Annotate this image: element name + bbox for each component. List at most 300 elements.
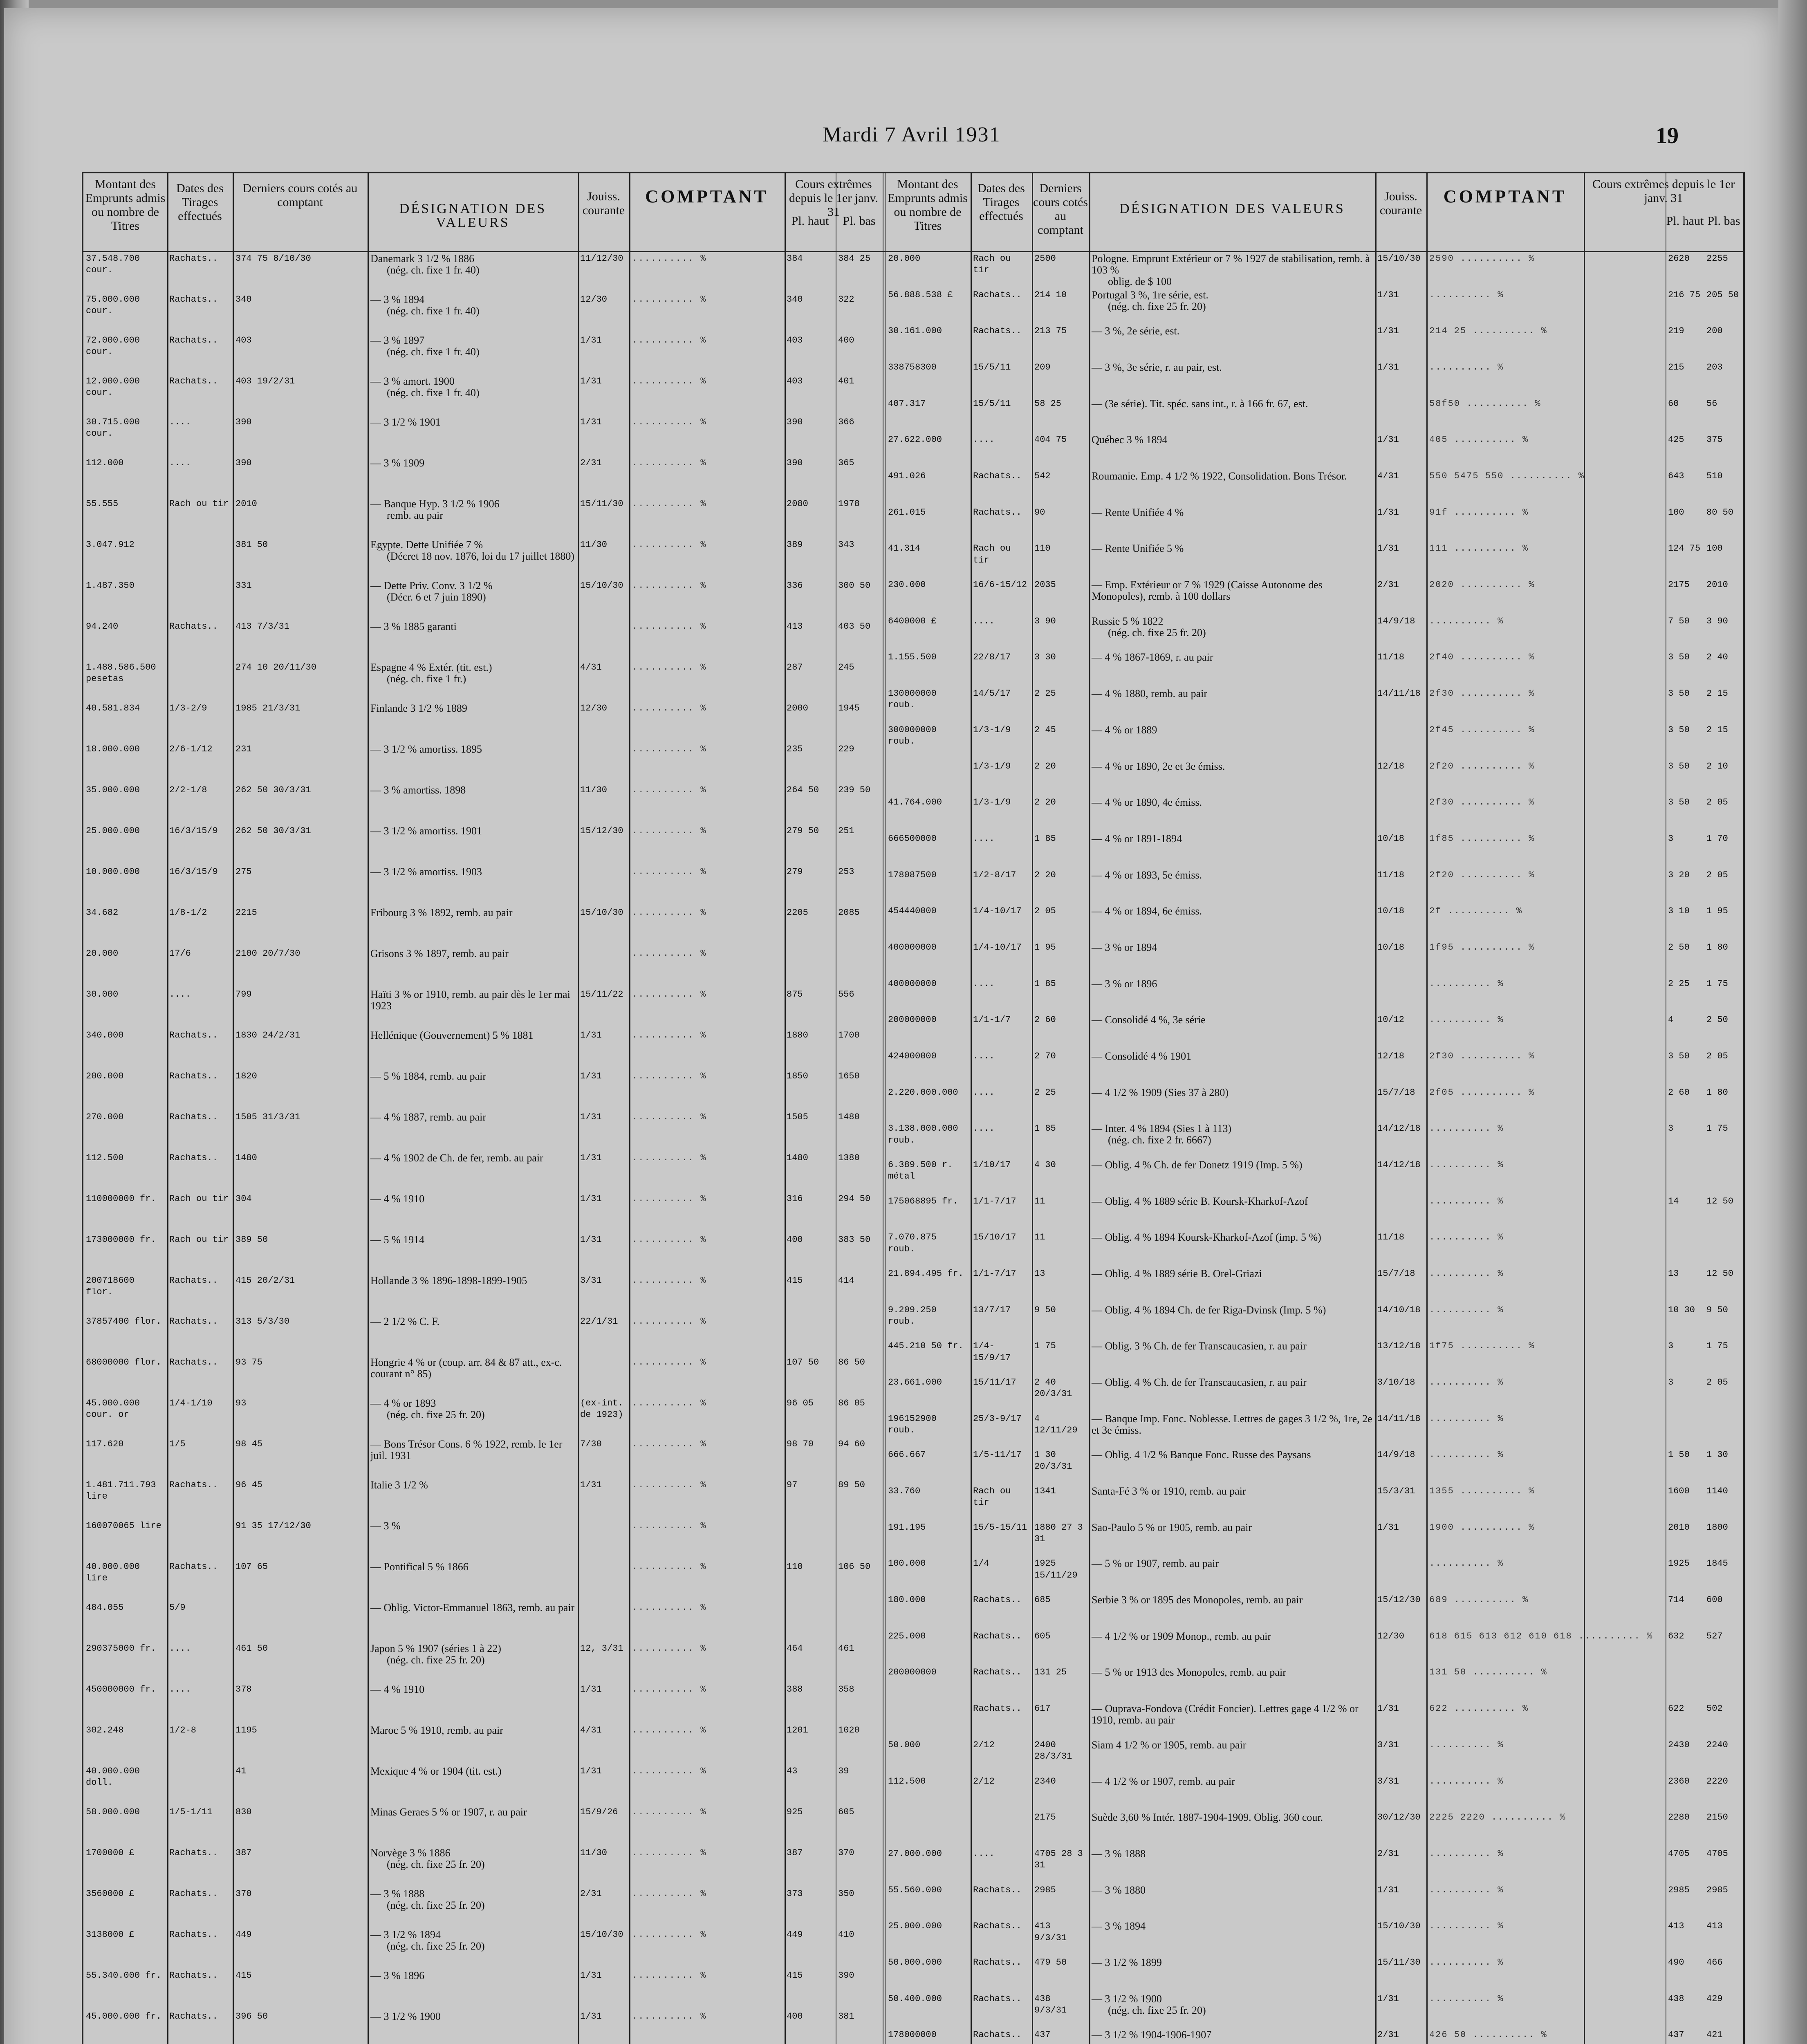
page-date: Mardi 7 Avril 1931 — [823, 123, 1001, 146]
cell-cours: 4 12/11/29 — [1034, 1413, 1078, 1436]
cell-comptant: .......... % — [632, 1071, 707, 1081]
table-row-comptant — [632, 1152, 783, 1193]
cell-tirage: 13/7/17 — [973, 1304, 1011, 1315]
cell-haut: 449 — [787, 1930, 803, 1940]
table-row-name — [1092, 797, 1374, 833]
cell-cours: 90 — [1034, 507, 1045, 518]
table-row-tirage — [169, 1030, 231, 1071]
table-row-cours — [1034, 1522, 1087, 1558]
cell-montant: 45.000.000 fr. — [86, 2011, 161, 2022]
table-row-comptant — [1429, 616, 1582, 652]
table-row-cours — [235, 539, 365, 580]
cell-name: Hellénique (Gouvernement) 5 % 1881 — [370, 1029, 534, 1041]
table-row-cours — [1034, 1377, 1087, 1413]
table-row-bas — [838, 1275, 881, 1316]
cell-comptant: .......... % — [632, 1521, 707, 1531]
table-row-haut — [1668, 579, 1704, 616]
cell-jouis: 10/18 — [1377, 906, 1405, 917]
cell-montant: 3560000 £ — [86, 1889, 135, 1899]
table-row-bas — [838, 662, 881, 703]
cell-tirage: Rachats.. — [169, 376, 218, 386]
cell-jouis: 11/30 — [580, 540, 608, 550]
table-row-haut — [787, 1152, 835, 1193]
cell-haut: 925 — [787, 1807, 803, 1817]
cell-cours: 2 20 — [1034, 797, 1056, 808]
table-row-tirage — [169, 1602, 231, 1643]
table-row-comptant — [632, 1847, 783, 1888]
table-row-jouis — [1377, 688, 1426, 724]
table-row-bas — [838, 253, 881, 294]
cell-bas: 414 — [838, 1275, 854, 1286]
cell-montant: 75.000.000 cour. — [86, 294, 140, 316]
table-row-bas — [1706, 1232, 1742, 1268]
table-row-comptant — [632, 784, 783, 825]
hdr-plus-bas: Pl. bas — [1707, 214, 1740, 228]
cell-name: — Dette Priv. Conv. 3 1/2 % — [370, 580, 493, 592]
table-row-name — [1092, 1268, 1374, 1304]
cell-cours: 98 45 — [235, 1439, 263, 1449]
cell-tirage: 1/3-1/9 — [973, 761, 1011, 771]
table-row-comptant — [1429, 870, 1582, 906]
table-row-cours — [1034, 1812, 1087, 1848]
cell-name: — 3 % or 1894 — [1092, 941, 1157, 953]
table-row-comptant — [1429, 688, 1582, 724]
table-row-jouis — [1377, 507, 1426, 543]
table-row-comptant — [632, 1030, 783, 1071]
cell-haut: 390 — [787, 458, 803, 468]
table-row-montant — [888, 1196, 969, 1232]
cell-cours: 374 75 8/10/30 — [235, 253, 311, 264]
cell-cours: 370 — [235, 1889, 252, 1899]
cell-comptant: 2f20 .......... % — [1429, 870, 1535, 880]
cell-comptant: .......... % — [632, 335, 707, 345]
table-row-comptant — [632, 294, 783, 335]
cell-montant: 2.220.000.000 — [888, 1087, 958, 1098]
table-row-comptant — [632, 1684, 783, 1725]
table-row-jouis — [1377, 724, 1426, 761]
table-row-haut — [787, 1970, 835, 2011]
table-row-jouis — [580, 1479, 628, 1520]
cell-montant: 94.240 — [86, 621, 119, 632]
cell-tirage: Rachats.. — [169, 253, 218, 264]
cell-tirage: Rachats.. — [169, 1889, 218, 1899]
cell-name: — Oblig. 4 % Ch. de fer Donetz 1919 (Imp. 5 %) — [1092, 1159, 1303, 1171]
table-row-cours — [235, 1888, 365, 1929]
table-row-cours — [1034, 543, 1087, 579]
cell-montant: 21.894.495 fr. — [888, 1269, 964, 1279]
cell-bas: 94 60 — [838, 1439, 865, 1449]
cell-cours: 617 — [1034, 1703, 1051, 1714]
cell-montant: 56.888.538 £ — [888, 289, 953, 300]
table-row-jouis — [1377, 942, 1426, 978]
table-row-tirage — [169, 335, 231, 376]
cell-haut: 2430 — [1668, 1739, 1690, 1750]
table-row-cours — [1034, 724, 1087, 761]
table-row-bas — [1706, 1449, 1742, 1486]
table-row-comptant — [632, 1766, 783, 1806]
table-row-jouis — [1377, 652, 1426, 688]
cell-cours: 1480 — [235, 1153, 257, 1163]
table-row-comptant — [632, 376, 783, 417]
table-row-jouis — [1377, 1957, 1426, 1993]
cell-montant: 180.000 — [888, 1595, 926, 1605]
cell-comptant: .......... % — [1429, 1885, 1504, 1895]
cell-montant: 424000000 — [888, 1051, 937, 1061]
table-row-jouis — [580, 1398, 628, 1439]
cell-comptant: .......... % — [1429, 978, 1504, 989]
cell-haut: 3 20 — [1668, 870, 1690, 880]
cell-bas: 2 15 — [1706, 688, 1728, 699]
table-row-comptant — [632, 1193, 783, 1234]
table-row-bas — [838, 1561, 881, 1602]
table-row-cours — [235, 1766, 365, 1806]
cell-haut: 219 — [1668, 326, 1684, 336]
table-row-montant — [888, 1885, 969, 1921]
cell-jouis: 1/31 — [580, 1194, 602, 1204]
table-row-montant — [86, 621, 166, 662]
cell-jouis: 3/31 — [1377, 1776, 1399, 1786]
cell-comptant: .......... % — [1429, 1848, 1504, 1859]
table-row-comptant — [632, 948, 783, 989]
cell-tirage: .... — [973, 435, 995, 445]
cell-cours: 396 50 — [235, 2011, 268, 2022]
table-row-comptant — [1429, 1449, 1582, 1486]
cell-cours: 1 75 — [1034, 1341, 1056, 1351]
cell-comptant: .......... % — [1429, 1558, 1504, 1569]
table-row-haut — [787, 1684, 835, 1725]
table-row-name — [370, 1684, 577, 1725]
table-row-cours — [1034, 1848, 1087, 1885]
cell-name: — Oblig. 3 % Ch. de fer Transcaucasien, r. au pair — [1092, 1340, 1307, 1352]
table-row-comptant — [1429, 1268, 1582, 1304]
table-row-montant — [86, 744, 166, 784]
hdr-tirages: Dates des Tirages effectués — [176, 182, 224, 223]
cell-comptant: 1f85 .......... % — [1429, 833, 1535, 844]
table-row-comptant — [1429, 905, 1582, 942]
table-row-jouis — [580, 621, 628, 662]
table-row-tirage — [973, 1848, 1030, 1885]
table-row-name — [370, 1970, 577, 2011]
cell-tirage: 1/2-8/17 — [973, 870, 1016, 880]
cell-montant: 40.000.000 lire — [86, 1562, 140, 1584]
cell-bas: 1 70 — [1706, 833, 1728, 844]
table-row-name — [370, 1112, 577, 1152]
table-row-name — [370, 662, 577, 703]
table-row-tirage — [169, 1071, 231, 1112]
cell-bas: 384 25 — [838, 253, 871, 264]
table-row-name — [370, 1275, 577, 1316]
table-row-bas — [838, 703, 881, 744]
table-row-bas — [1706, 543, 1742, 579]
table-row-jouis — [1377, 543, 1426, 579]
cell-haut: 43 — [787, 1766, 798, 1776]
table-row-comptant — [1429, 942, 1582, 978]
cell-name: — 4 % 1867-1869, r. au pair — [1092, 651, 1213, 663]
cell-haut: 400 — [787, 1235, 803, 1245]
cell-montant: 3.138.000.000 roub. — [888, 1123, 958, 1145]
cell-jouis: 1/31 — [1377, 326, 1399, 336]
cell-bas: 556 — [838, 989, 854, 1000]
table-row-bas — [1706, 905, 1742, 942]
cell-tirage: 16/3/15/9 — [169, 867, 218, 877]
table-row-jouis — [1377, 1232, 1426, 1268]
table-row-haut — [1668, 905, 1704, 942]
cell-comptant: .......... % — [1429, 616, 1504, 626]
cell-comptant: .......... % — [632, 1684, 707, 1694]
table-row-montant — [888, 398, 969, 435]
cell-haut: 14 — [1668, 1196, 1679, 1206]
cell-jouis: 15/10/30 — [580, 1930, 623, 1940]
cell-comptant: 111 .......... % — [1429, 543, 1529, 554]
cell-jouis: 1/31 — [580, 1153, 602, 1163]
cell-haut: 4 — [1668, 1015, 1674, 1025]
cell-bas: 229 — [838, 744, 854, 754]
table-row-cours — [1034, 1304, 1087, 1341]
table-row-comptant — [1429, 1014, 1582, 1051]
hdr-designation: DÉSIGNATION DES VALEURS — [399, 201, 547, 230]
table-row-name — [370, 1479, 577, 1520]
table-row-tirage — [973, 1232, 1030, 1268]
table-row-cours — [235, 1152, 365, 1193]
cell-jouis: 1/31 — [1377, 289, 1399, 300]
table-row-bas — [1706, 797, 1742, 833]
cell-montant: 34.682 — [86, 908, 119, 918]
table-row-comptant — [1429, 1232, 1582, 1268]
cell-montant: 25.000.000 — [888, 1921, 942, 1932]
page-edge — [1778, 0, 1807, 2044]
cell-bas: 1 75 — [1706, 1341, 1728, 1351]
cell-name: — 3 % 1897 — [370, 334, 425, 346]
cell-haut: 336 — [787, 580, 803, 591]
table-row-name — [370, 1561, 577, 1602]
table-row-tirage — [973, 1993, 1030, 2030]
table-row-haut — [787, 662, 835, 703]
cell-tirage: 1/5 — [169, 1439, 186, 1449]
cell-haut: 388 — [787, 1684, 803, 1694]
hdr-plus-bas: Pl. bas — [843, 214, 876, 228]
cell-comptant: .......... % — [632, 1235, 707, 1245]
cell-comptant: .......... % — [632, 1194, 707, 1204]
cell-bas: 370 — [838, 1848, 854, 1858]
cell-tirage: Rachats.. — [169, 2011, 218, 2022]
cell-tirage: Rach ou tir — [973, 253, 1011, 276]
cell-comptant: .......... % — [632, 1275, 707, 1286]
cell-haut: 2280 — [1668, 1812, 1690, 1823]
table-row-bas — [1706, 1123, 1742, 1159]
cell-montant: 50.000 — [888, 1739, 921, 1750]
table-row-bas — [838, 417, 881, 457]
cell-jouis: 14/12/18 — [1377, 1123, 1421, 1134]
table-row-bas — [838, 1766, 881, 1806]
table-row-comptant — [632, 866, 783, 907]
table-row-montant — [86, 2011, 166, 2044]
cell-haut: 98 70 — [787, 1439, 814, 1449]
table-row-comptant — [1429, 978, 1582, 1015]
cell-name: — 3 % amort. 1900 — [370, 375, 455, 387]
designation-column — [370, 253, 577, 2044]
table-row-montant — [86, 1030, 166, 1071]
cell-name: — Rente Unifiée 4 % — [1092, 506, 1184, 518]
cell-comptant: .......... % — [1429, 1196, 1504, 1206]
table-row-jouis — [580, 2011, 628, 2044]
cell-montant: 130000000 roub. — [888, 688, 937, 710]
table-row-tirage — [169, 1234, 231, 1275]
table-row-name — [1092, 978, 1374, 1015]
cell-jouis: 15/7/18 — [1377, 1269, 1415, 1279]
cell-montant: 230.000 — [888, 580, 926, 590]
table-row-comptant — [1429, 1159, 1582, 1196]
table-row-haut — [787, 744, 835, 784]
table-row-bas — [1706, 1558, 1742, 1594]
table-row-montant — [888, 1739, 969, 1776]
cell-haut: 1 50 — [1668, 1450, 1690, 1460]
table-row-haut — [787, 1643, 835, 1684]
cell-tirage: .... — [973, 978, 995, 989]
cell-montant: 112.500 — [86, 1153, 124, 1163]
table-row-tirage — [169, 2011, 231, 2044]
cell-jouis: 14/9/18 — [1377, 616, 1415, 626]
cell-haut: 215 — [1668, 362, 1684, 373]
table-row-haut — [787, 580, 835, 621]
cell-tirage: Rachats.. — [169, 621, 218, 632]
cell-comptant: 2020 .......... % — [1429, 580, 1535, 590]
table-row-cours — [235, 703, 365, 744]
table-row-tirage — [973, 1594, 1030, 1631]
cell-comptant: .......... % — [632, 1807, 707, 1817]
cell-comptant: 426 50 .......... % — [1429, 2030, 1547, 2040]
cell-comptant: 91f .......... % — [1429, 507, 1529, 518]
cell-montant: 1.155.500 — [888, 652, 937, 663]
cell-detail: (nég. ch. fixe 1 fr. 40) — [387, 346, 480, 358]
table-row-bas — [838, 1684, 881, 1725]
table-row-cours — [1034, 1631, 1087, 1667]
cell-cours: 605 — [1034, 1631, 1051, 1641]
cell-name: Grisons 3 % 1897, remb. au pair — [370, 948, 509, 959]
cell-cours: 2 70 — [1034, 1051, 1056, 1061]
table-row-jouis — [1377, 870, 1426, 906]
table-row-tirage — [169, 866, 231, 907]
cell-tirage: Rach ou tir — [169, 499, 229, 509]
table-row-bas — [838, 2011, 881, 2044]
cell-name: Santa-Fé 3 % or 1910, remb. au pair — [1092, 1485, 1246, 1497]
cell-name: — 3 % 1888 — [1092, 1847, 1146, 1860]
cell-haut: 2 60 — [1668, 1087, 1690, 1098]
cell-name: — 3 1/2 % 1900 — [1092, 1992, 1162, 2005]
cell-montant: 160070065 lire — [86, 1521, 161, 1531]
table-row-jouis — [580, 1929, 628, 1970]
cell-jouis: 11/18 — [1377, 870, 1405, 880]
cell-comptant: .......... % — [632, 1562, 707, 1572]
table-row-name — [1092, 616, 1374, 652]
cell-bas: 2 40 — [1706, 652, 1728, 663]
table-row-jouis — [1377, 1340, 1426, 1377]
cell-name: — 4 % or 1891-1894 — [1092, 832, 1182, 845]
cell-name: — 4 1/2 % or 1907, remb. au pair — [1092, 1775, 1235, 1787]
cell-bas: 2255 — [1706, 253, 1728, 264]
cell-detail: (nég. ch. fixe 25 fr. 20) — [1108, 626, 1206, 639]
table-row-haut — [1668, 1594, 1704, 1631]
table-row-montant — [86, 1479, 166, 1520]
table-row-jouis — [580, 948, 628, 989]
table-row-comptant — [1429, 1051, 1582, 1087]
cell-bas: 56 — [1706, 398, 1717, 409]
table-row-bas — [1706, 1594, 1742, 1631]
table-row-cours — [235, 1071, 365, 1112]
table-row-name — [1092, 1449, 1374, 1486]
table-row-jouis — [580, 1071, 628, 1112]
cell-tirage: Rachats.. — [169, 1030, 218, 1040]
cell-detail: (nég. ch. fixe 25 fr. 20) — [387, 1858, 485, 1870]
table-row-montant — [888, 1449, 969, 1486]
table-row-montant — [888, 1051, 969, 1087]
table-row-montant — [888, 942, 969, 978]
table-row-name — [370, 294, 577, 335]
cell-bas: 390 — [838, 1970, 854, 1981]
table-row-bas — [1706, 1377, 1742, 1413]
cell-bas: 205 50 — [1706, 289, 1739, 300]
table-row-comptant — [632, 1112, 783, 1152]
table-row-haut — [1668, 325, 1704, 362]
cell-montant: 37.548.700 cour. — [86, 253, 140, 276]
cell-name: — 3 1/2 % 1899 — [1092, 1956, 1162, 1968]
cell-comptant: .......... % — [632, 1030, 707, 1040]
cell-comptant: .......... % — [1429, 1159, 1504, 1170]
cell-cours: 1505 31/3/31 — [235, 1112, 300, 1122]
cell-name: — 4 % or 1894, 6e émiss. — [1092, 905, 1202, 917]
cell-bas: 2010 — [1706, 580, 1728, 590]
cell-cours: 2 20 — [1034, 870, 1056, 880]
table-row-bas — [1706, 1087, 1742, 1123]
cell-montant: 338758300 — [888, 362, 937, 373]
cell-comptant: .......... % — [632, 458, 707, 468]
cell-cours: 1830 24/2/31 — [235, 1030, 300, 1040]
cell-cours: 2500 — [1034, 253, 1056, 264]
table-row-bas — [838, 1030, 881, 1071]
cell-montant: 45.000.000 cour. or — [86, 1398, 140, 1420]
cell-tirage: 1/1-7/17 — [973, 1269, 1016, 1279]
table-row-bas — [838, 1520, 881, 1561]
cell-bas: 466 — [1706, 1957, 1723, 1968]
table-row-tirage — [169, 744, 231, 784]
cell-name: Egypte. Dette Unifiée 7 % — [370, 539, 483, 551]
table-row-comptant — [632, 662, 783, 703]
table-row-name — [1092, 1885, 1374, 1921]
table-row-name — [1092, 543, 1374, 579]
cell-jouis: 14/9/18 — [1377, 1450, 1415, 1460]
cell-name: Fribourg 3 % 1892, remb. au pair — [370, 907, 513, 919]
table-row-name — [370, 1602, 577, 1643]
cell-cours: 461 50 — [235, 1643, 268, 1654]
cell-bas: 343 — [838, 540, 854, 550]
table-row-cours — [235, 744, 365, 784]
table-row-cours — [1034, 1667, 1087, 1703]
table-row-haut — [1668, 2029, 1704, 2044]
table-row-name — [370, 1193, 577, 1234]
table-row-name — [370, 2011, 577, 2044]
cell-detail: (nég. ch. fixe 25 fr. 20) — [387, 1654, 485, 1666]
cell-bas: 401 — [838, 376, 854, 386]
cell-haut: 2000 — [787, 703, 808, 713]
table-row-bas — [1706, 1268, 1742, 1304]
table-row-name — [370, 1520, 577, 1561]
cell-cours: 2010 — [235, 499, 257, 509]
table-row-cours — [1034, 2029, 1087, 2044]
cell-jouis: 22/1/31 — [580, 1316, 618, 1327]
cell-tirage: 1/8-1/2 — [169, 908, 207, 918]
table-row-montant — [888, 2029, 969, 2044]
cell-name: Portugal 3 %, 1re série, est. — [1092, 289, 1208, 301]
table-row-name — [370, 417, 577, 457]
